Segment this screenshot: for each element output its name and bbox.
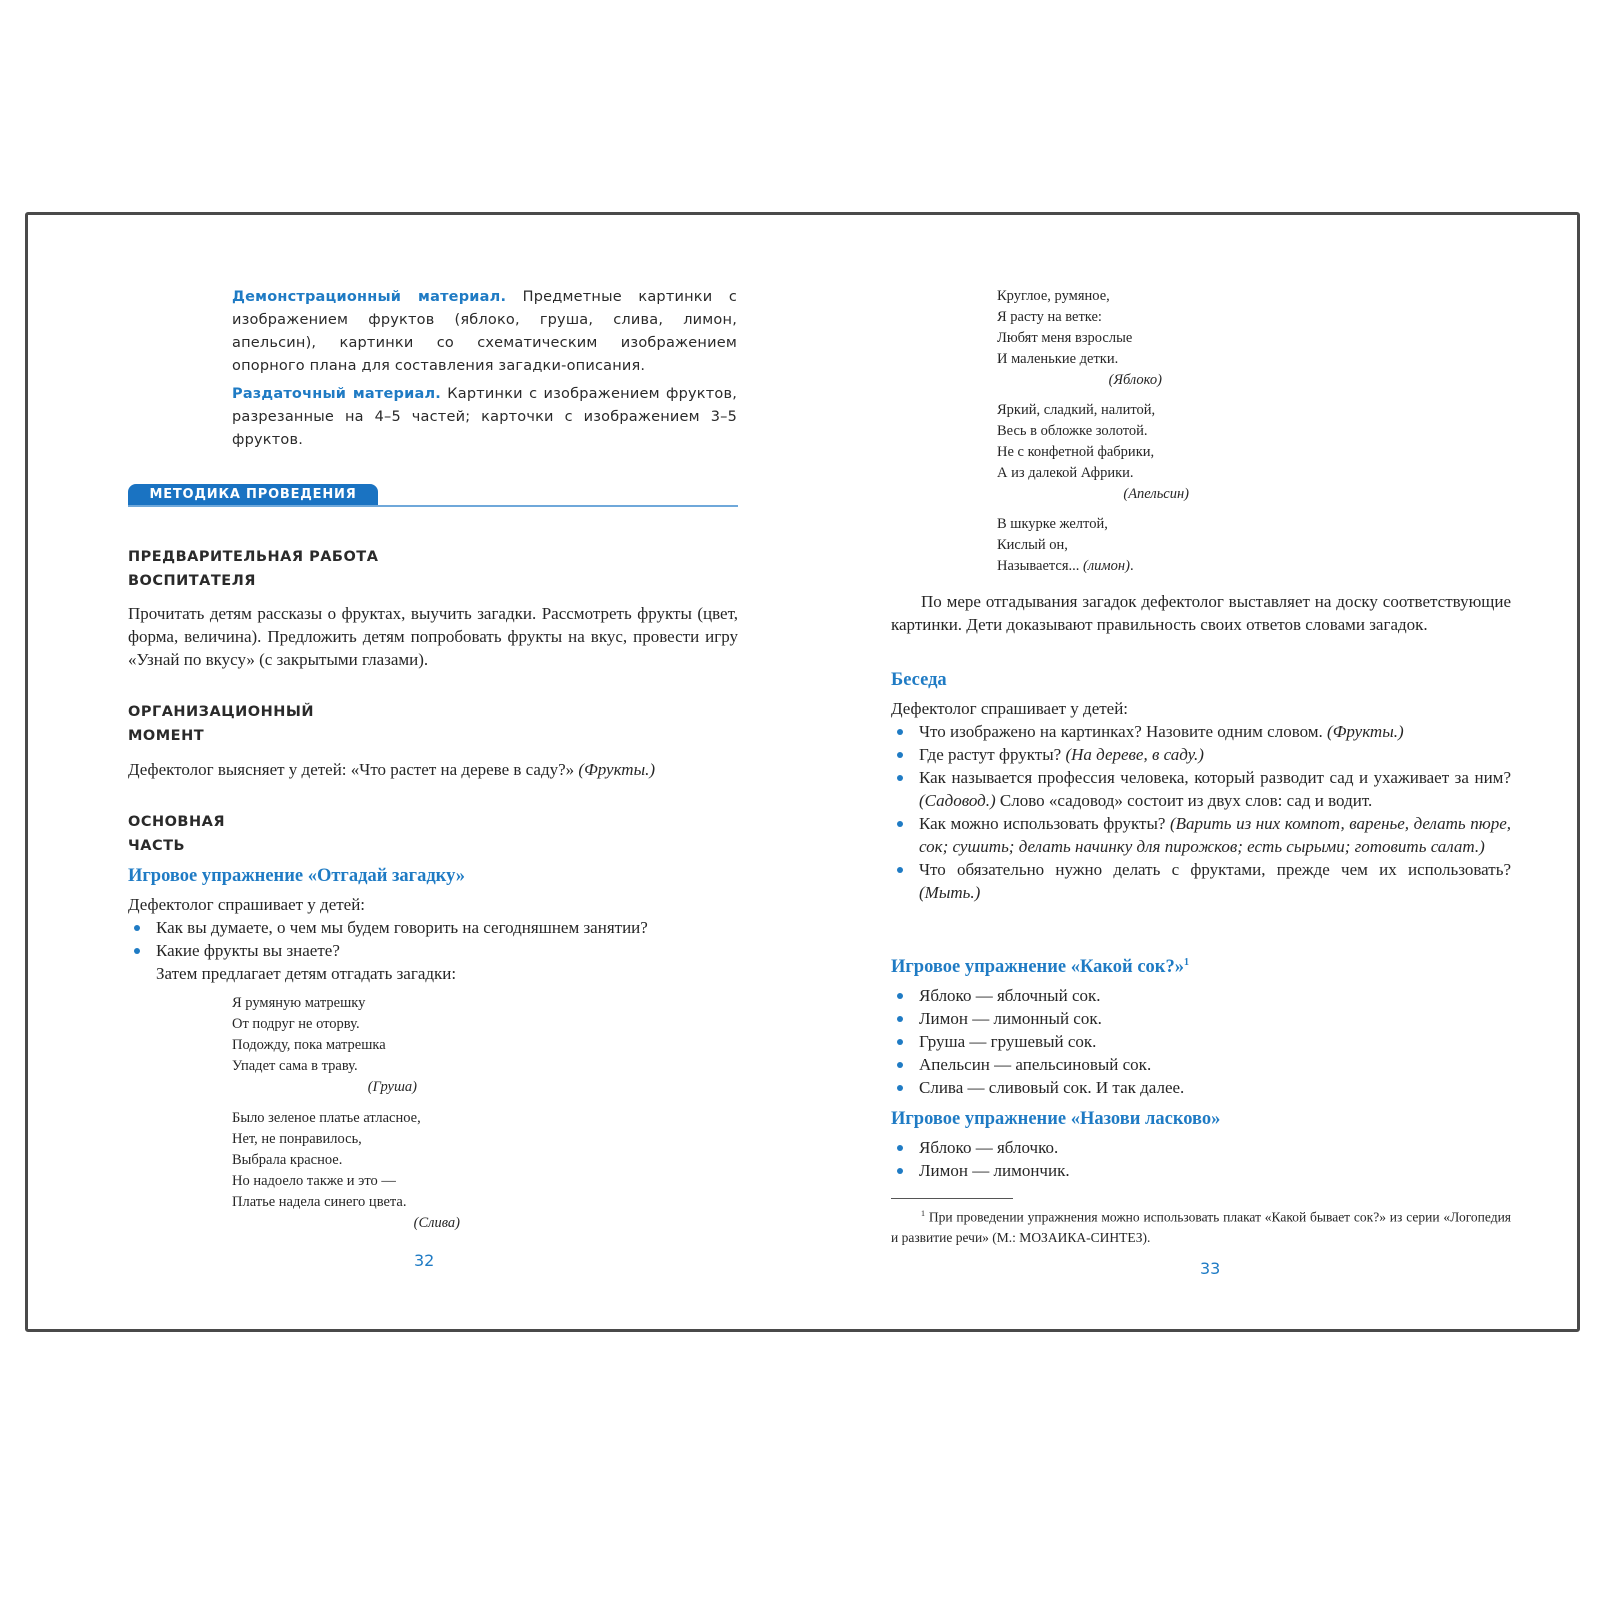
riddle-line: Кислый он, <box>997 537 1068 553</box>
footnote-ref[interactable]: 1 <box>1183 957 1189 968</box>
question-text: Где растут фрукты? <box>919 745 1066 764</box>
prep-heading <box>128 545 378 593</box>
answer-text: (Фрукты.) <box>1327 722 1404 741</box>
org-paragraph <box>128 758 738 781</box>
section-rule <box>128 505 738 507</box>
section-title: МЕТОДИКА ПРОВЕДЕНИЯ <box>128 484 378 506</box>
answer-text: (Садовод.) <box>919 791 996 810</box>
riddle-line: Нет, не понравилось, <box>232 1131 362 1147</box>
riddle-line: От подруг не оторву. <box>232 1016 360 1032</box>
list-item: Лимон — лимонный сок. <box>891 1007 1511 1030</box>
riddle-line: Весь в обложке золотой. <box>997 423 1148 439</box>
riddle-line: Яркий, сладкий, налитой, <box>997 402 1156 418</box>
list-item: Апельсин — апельсиновый сок. <box>891 1053 1511 1076</box>
list-item <box>891 766 1511 812</box>
riddle-line: Выбрала красное. <box>232 1152 343 1168</box>
handout-material-label: Раздаточный материал. <box>232 386 441 402</box>
demo-material <box>232 286 737 378</box>
exercise3-list <box>891 1136 1511 1182</box>
prep-text <box>128 602 738 671</box>
question-text: Что обязательно нужно делать с фруктами, прежде чем их использовать? <box>919 860 1511 879</box>
riddle-orange <box>997 400 1189 505</box>
exercise3-title: Игровое упражнение «Назови ласково» <box>891 1109 1221 1129</box>
list-item <box>891 858 1511 904</box>
riddle-line: И маленькие детки. <box>997 351 1119 367</box>
riddle-line: Любят меня взрослые <box>997 330 1133 346</box>
list-item: Какие фрукты вы знаете? <box>128 939 738 962</box>
demo-material-label: Демонстрационный материал. <box>232 289 507 305</box>
list-item: Груша — грушевый сок. <box>891 1030 1511 1053</box>
handout-material <box>232 383 737 452</box>
prep-heading-line2: ВОСПИТАТЕЛЯ <box>128 573 256 589</box>
riddle-line: Было зеленое платье атласное, <box>232 1110 421 1126</box>
list-item <box>891 743 1511 766</box>
riddle-line: Круглое, румяное, <box>997 288 1110 304</box>
footnote <box>891 1204 1511 1248</box>
org-heading <box>128 700 314 748</box>
question-text: Как можно использовать фрукты? <box>919 814 1170 833</box>
main-heading-line1: ОСНОВНАЯ <box>128 814 226 830</box>
footnote-mark: 1 <box>921 1209 925 1218</box>
main-heading-line2: ЧАСТЬ <box>128 838 186 854</box>
procedure-paragraph: По мере отгадывания загадок дефектолог выставляет на доску соответствующие картинки. Дети доказывают правильность своих ответов словами загадок. <box>891 592 1511 634</box>
conversation-title: Беседа <box>891 670 947 690</box>
org-question: Дефектолог выясняет у детей: «Что растет на дереве в саду?» <box>128 760 579 779</box>
footnote-text: При проведении упражнения можно использовать плакат «Какой бывает сок?» из серии «Логопедия и развитие речи» (М.: МОЗАИКА-СИНТЕЗ). <box>891 1209 1511 1245</box>
riddle-line: Но надоело также и это — <box>232 1173 396 1189</box>
materials-block <box>232 286 737 457</box>
riddle-plum <box>232 1108 460 1234</box>
section-header <box>128 484 738 508</box>
riddle-line: Платье надела синего цвета. <box>232 1194 407 1210</box>
org-heading-line2: МОМЕНТ <box>128 728 205 744</box>
footnote-divider <box>891 1198 1013 1199</box>
exercise1-intro: Дефектолог спрашивает у детей: <box>128 895 366 914</box>
riddle-answer: (Слива) <box>413 1215 460 1231</box>
exercise3-body <box>891 1136 1511 1182</box>
riddle-line: Подожду, пока матрешка <box>232 1037 386 1053</box>
exercise1-questions <box>128 916 738 962</box>
riddle-line: Я расту на ветке: <box>997 309 1102 325</box>
exercise2-body <box>891 984 1511 1099</box>
org-heading-line1: ОРГАНИЗАЦИОННЫЙ <box>128 704 315 720</box>
question-text: Что изображено на картинках? Назовите одним словом. <box>919 722 1328 741</box>
list-item: Как вы думаете, о чем мы будем говорить на сегодняшнем занятии? <box>128 916 738 939</box>
conversation-intro: Дефектолог спрашивает у детей: <box>891 699 1129 718</box>
riddle-line <box>997 556 1197 577</box>
answer-text: (Мыть.) <box>919 883 981 902</box>
riddle-answer: (лимон) <box>1083 558 1130 574</box>
exercise1-followup: Затем предлагает детям отгадать загадки: <box>156 964 457 983</box>
question-tail: Слово «садовод» состоит из двух слов: сад и водит. <box>995 791 1373 810</box>
exercise1-body <box>128 893 738 985</box>
riddle-line: Я румяную матрешку <box>232 995 366 1011</box>
prep-heading-line1: ПРЕДВАРИТЕЛЬНАЯ РАБОТА <box>128 549 379 565</box>
org-answer: (Фрукты.) <box>578 760 656 779</box>
demo-material-text: Предметные картинки с изображением фруктов (яблоко, груша, слива, лимон, апельсин), картинки со схематическим изображением опорного плана для составления загадки-описания. <box>232 289 738 374</box>
list-item <box>891 812 1511 858</box>
prep-paragraph: Прочитать детям рассказы о фруктах, выучить загадки. Рассмотреть фрукты (цвет, форма, величина). Предложить детям попробовать фрукты на вкус, провести игру «Узнай по вкусу» (с закрытыми глазами). <box>128 604 738 669</box>
exercise1-title: Игровое упражнение «Отгадай загадку» <box>128 866 466 886</box>
riddle-pear <box>232 993 417 1098</box>
exercise2-title-text: Игровое упражнение «Какой сок?» <box>891 957 1184 978</box>
list-item: Лимон — лимончик. <box>891 1159 1511 1182</box>
list-item <box>891 720 1511 743</box>
question-text: Как называется профессия человека, который разводит сад и ухаживает за ним? <box>919 768 1511 787</box>
conversation-body <box>891 697 1511 904</box>
riddle-procedure-text <box>891 590 1511 636</box>
exercise2-title <box>891 957 1189 978</box>
org-text <box>128 758 738 781</box>
list-item: Яблоко — яблочко. <box>891 1136 1511 1159</box>
exercise2-list <box>891 984 1511 1099</box>
answer-text: (Варить из них компот, варенье, делать пюре, сок; сушить; делать начинку для пирожков; есть сырыми; готовить салат.) <box>919 814 1511 856</box>
page-number-right: 33 <box>1200 1259 1221 1278</box>
riddle-line-text: Называется... <box>997 558 1084 574</box>
riddle-apple <box>997 286 1162 391</box>
riddle-line: В шкурке желтой, <box>997 516 1108 532</box>
riddle-answer: (Апельсин) <box>1123 486 1189 502</box>
riddle-answer: (Яблоко) <box>1108 372 1162 388</box>
answer-text: (На дереве, в саду.) <box>1065 745 1204 764</box>
main-heading <box>128 810 225 858</box>
riddle-line: Не с конфетной фабрики, <box>997 444 1155 460</box>
conversation-questions <box>891 720 1511 904</box>
handout-material-text: Картинки с изображением фруктов, разрезанные на 4–5 частей; карточки с изображением 3–5 фруктов. <box>232 386 737 448</box>
list-item: Слива — сливовый сок. И так далее. <box>891 1076 1511 1099</box>
riddle-line-end: . <box>1129 558 1134 574</box>
page-number-left: 32 <box>414 1251 435 1270</box>
riddle-lemon <box>997 514 1197 577</box>
list-item: Яблоко — яблочный сок. <box>891 984 1511 1007</box>
riddle-line: А из далекой Африки. <box>997 465 1134 481</box>
riddle-line: Упадет сама в траву. <box>232 1058 358 1074</box>
riddle-answer: (Груша) <box>367 1079 417 1095</box>
